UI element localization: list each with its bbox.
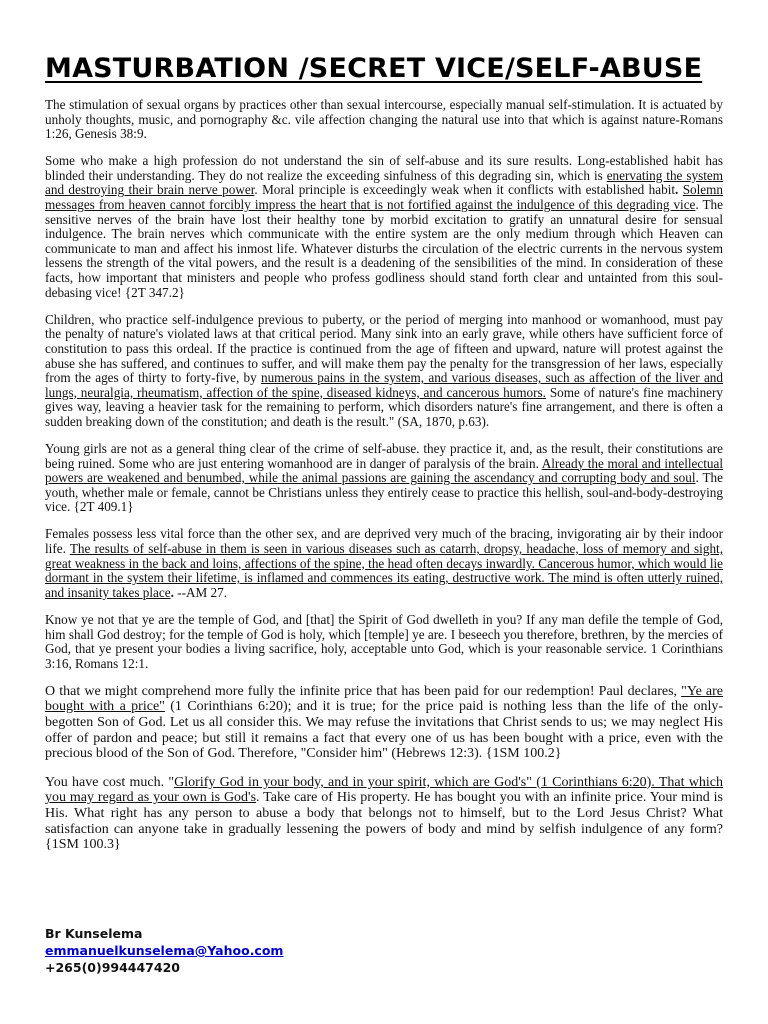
text-run: . bbox=[170, 584, 174, 600]
paragraph-young-girls bbox=[45, 442, 723, 515]
text-run: (1 Corinthians 6:20); and it is true; for the price paid is nothing less than the life of the only-begotten Son of God. Let us all consider this. We may refuse the invitations that Christ sends to us; we may neglect His offer of pardon and peace; but still it remains a fact that every one of us has been bought with a price, even with the precious blood of the Son of God. Therefore, "Consider him" (Hebrews 12:3). {1SM 100.2} bbox=[45, 699, 723, 762]
underlined-text: Already the moral and intellectual powers are weakened and benumbed, while the animal passions are gaining the ascendancy and corrupting body and soul bbox=[45, 455, 724, 486]
paragraph-high-profession bbox=[45, 154, 723, 300]
signature-block bbox=[45, 925, 283, 976]
underlined-text: Solemn messages from heaven cannot forcibly impress the heart that is not fortified against the indulgence of this degrading vice bbox=[45, 182, 724, 213]
paragraph-temple-of-god: Know ye not that ye are the temple of God, and [that] the Spirit of God dwelleth in you? If any man defile the temple of God, him shall God destroy; for the temple of God is holy, which [temple] ye are. I beseech you therefore, brethren, by the mercies of God, that ye present your bodies a living sacrifice, holy, acceptable unto God, which is your reasonable service. 1 Corinthians 3:16, Romans 12:1. bbox=[45, 611, 723, 671]
underlined-text: The results of self-abuse in them is seen in various diseases such as catarrh, dropsy, headache, loss of memory and sight, great weakness in the back and loins, affections of the spine, the head often decays inwardly. Cancerous humor, which would lie dormant in the system their lifetime, is inflamed and commences its eating, destructive work. The mind is often utterly ruined, and insanity takes place bbox=[45, 541, 723, 600]
paragraph-redemption bbox=[45, 684, 723, 762]
text-run: Children, who practice self-indulgence previous to puberty, or the period of merging into manhood or womanhood, must pay the penalty of nature's violated laws at that critical period. Many sink into an early grave, while others have sufficient force of constitution to pass this ordeal. If the practice is continued from the age of fifteen and upward, nature will protest against the abuse she has suffered, and continues to suffer, and will make them pay the penalty for the transgression of her laws, especially from the ages of thirty to forty-five, by bbox=[45, 311, 723, 386]
text-run: . The sensitive nerves of the brain have lost their healthy tone by morbid excitation to gratify an unnatural desire for sensual indulgence. The brain nerves which communicate with the entire system are the only medium through which Heaven can communicate to man and affect his inmost life. Whatever disturbs the circulation of the electric currents in the nervous system lessens the strength of the vital powers, and the result is a deadening of the sensibilities of the mind. In consideration of these facts, how important that ministers and people who profess godliness should stand forth clear and untainted from this soul-debasing vice! {2T 347.2} bbox=[45, 197, 723, 300]
text-run: Some who make a high profession do not understand the sin of self-abuse and its sure results. Long-established habit has blinded their understanding. They do not realize the exceeding sinfulness of this degrading sin, which is bbox=[45, 153, 723, 183]
text-run: Some of nature's fine machinery gives way, leaving a heavier task for the remaining to perform, which disorders nature's fine arrangement, and there is often a sudden breaking down of the constitution; and death is the result." (SA, 1870, p.63). bbox=[45, 384, 723, 429]
paragraph-children bbox=[45, 313, 723, 430]
text-run: . Take care of His property. He has bought you with an infinite price. Your mind is His. What right has any person to abuse a body that belongs not to himself, but to the Lord Jesus Christ? What satisfaction can anyone take in gradually lessening the powers of body and mind by selfish indulgence of any form? {1SM 100.3} bbox=[45, 790, 723, 853]
phone-number: +265(0)994447420 bbox=[45, 960, 180, 975]
text-run: . Moral principle is exceedingly weak when it conflicts with established habit bbox=[254, 182, 676, 198]
underlined-text: "Ye are bought with a price" bbox=[45, 683, 723, 715]
paragraph-definition: The stimulation of sexual organs by practices other than sexual intercourse, especially manual self-stimulation. It is actuated by unholy thoughts, music, and pornography &c. vile affection changing the natural use into that which is against nature-Romans 1:26, Genesis 38:9. bbox=[45, 97, 723, 142]
text-run: . The youth, whether male or female, cannot be Christians unless they entirely cease to practice this hellish, soul-and-body-destroying vice. {2T 409.1} bbox=[45, 470, 724, 515]
underlined-text: Glorify God in your body, and in your spirit, which are God's" (1 Corinthians 6:20). That which you may regard as your own is God's bbox=[45, 774, 723, 806]
document-title: MASTURBATION /SECRET VICE/SELF-ABUSE bbox=[45, 53, 703, 84]
text-run: --AM 27. bbox=[173, 584, 228, 600]
document-body bbox=[45, 98, 723, 866]
author-name: Br Kunselema bbox=[45, 926, 143, 941]
paragraph-cost-much bbox=[45, 775, 723, 853]
text-run: You have cost much. " bbox=[45, 774, 175, 790]
text-run: O that we might comprehend more fully the infinite price that has been paid for our redemption! Paul declares, bbox=[45, 683, 682, 699]
text-run: Young girls are not as a general thing clear of the crime of self-abuse. they practice it, and, as the result, their constitutions are being ruined. Some who are just entering womanhood are in danger of paralysis of the brain. bbox=[45, 440, 723, 471]
paragraph-females bbox=[45, 527, 723, 600]
underlined-text: enervating the system and destroying their brain nerve power bbox=[45, 167, 723, 198]
underlined-text: numerous pains in the system, and various diseases, such as affection of the liver and lungs, neuralgia, rheumatism, affection of the spine, diseased kidneys, and cancerous humors. bbox=[45, 370, 723, 400]
email-link[interactable]: emmanuelkunselema@Yahoo.com bbox=[45, 943, 284, 958]
text-run: Females possess less vital force than the other sex, and are deprived very much of the bracing, invigorating air by their indoor life. bbox=[45, 526, 723, 557]
text-run: . bbox=[675, 182, 683, 198]
